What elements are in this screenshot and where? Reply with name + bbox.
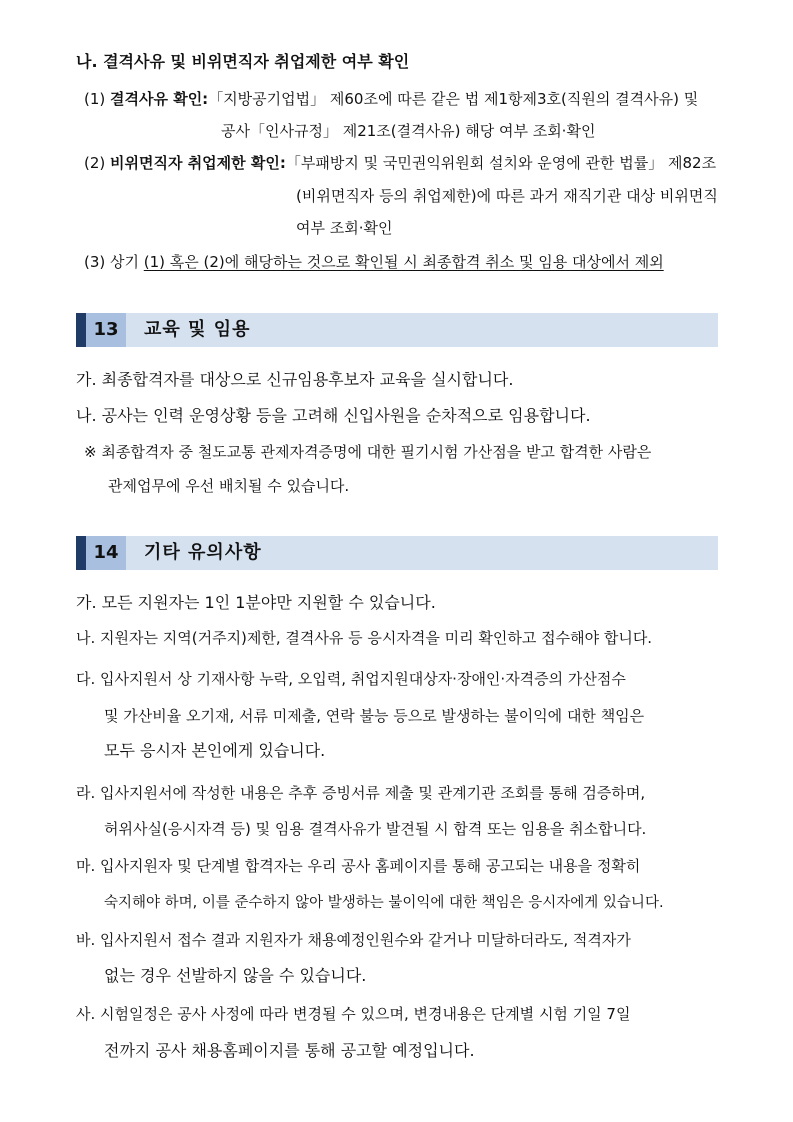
section-13-note: ※ 최종합격자 중 철도교통 관제자격증명에 대한 필기시험 가산점을 받고 합격한 사람은 bbox=[84, 443, 652, 461]
section-13-line-2: 나. 공사는 인력 운영상황 등을 고려해 신입사원을 순차적으로 임용합니다. bbox=[76, 406, 591, 425]
section-14-line-3-cont2: 모두 응시자 본인에게 있습니다. bbox=[104, 741, 326, 760]
section-14-line-7-cont: 전까지 공사 채용홈페이지를 통해 공고할 예정입니다. bbox=[104, 1041, 475, 1060]
section-14-line-2: 나. 지원자는 지역(거주지)제한, 결격사유 등 응시자격을 미리 확인하고 접수해야 합니다. bbox=[76, 629, 653, 647]
subsection-title: 나. 결격사유 및 비위면직자 취업제한 여부 확인 bbox=[76, 52, 410, 71]
item-3-underlined: (1) 혹은 (2)에 해당하는 것으로 확인될 시 최종합격 취소 및 임용 대상에서 제외 bbox=[143, 253, 664, 271]
item-2 bbox=[84, 153, 716, 173]
item-3 bbox=[84, 252, 664, 272]
item-2-text-cont: (비위면직자 등의 취업제한)에 따른 과거 재직기관 대상 비위면직 bbox=[296, 187, 718, 205]
section-13-note-cont: 관제업무에 우선 배치될 수 있습니다. bbox=[108, 477, 350, 495]
section-13-number: 13 bbox=[86, 313, 126, 347]
section-14-line-6-cont: 없는 경우 선발하지 않을 수 있습니다. bbox=[104, 966, 367, 985]
item-1-label: (1) bbox=[84, 90, 111, 108]
section-bar bbox=[76, 536, 86, 570]
section-14-line-7: 사. 시험일정은 공사 사정에 따라 변경될 수 있으며, 변경내용은 단계별 시험 기일 7일 bbox=[76, 1005, 631, 1023]
item-2-bold: 비위면직자 취업제한 확인: bbox=[110, 154, 286, 172]
item-3-prefix: (3) 상기 bbox=[84, 253, 144, 271]
section-14-line-3: 다. 입사지원서 상 기재사항 누락, 오입력, 취업지원대상자·장애인·자격증의 가산점수 bbox=[76, 670, 626, 688]
section-14-line-4-cont: 허위사실(응시자격 등) 및 임용 결격사유가 발견될 시 합격 또는 임용을 취소합니다. bbox=[104, 820, 647, 838]
section-14-line-5-cont: 숙지해야 하며, 이를 준수하지 않아 발생하는 불이익에 대한 책임은 응시자에게 있습니다. bbox=[104, 895, 664, 911]
item-2-label: (2) bbox=[84, 154, 111, 172]
item-1-text-cont: 공사「인사규정」 제21조(결격사유) 해당 여부 조회·확인 bbox=[221, 122, 596, 140]
item-2-text-cont2: 여부 조회·확인 bbox=[296, 219, 393, 237]
section-14-header bbox=[76, 536, 718, 570]
section-14-line-5: 마. 입사지원자 및 단계별 합격자는 우리 공사 홈페이지를 통해 공고되는 내용을 정확히 bbox=[76, 857, 641, 875]
section-14-number: 14 bbox=[86, 536, 126, 570]
section-14-line-3-cont: 및 가산비율 오기재, 서류 미제출, 연락 불능 등으로 발생하는 불이익에 대한 책임은 bbox=[104, 707, 645, 725]
item-2-text: 「부패방지 및 국민권익위원회 설치와 운영에 관한 법률」 제82조 bbox=[285, 154, 717, 172]
section-14-line-4: 라. 입사지원서에 작성한 내용은 추후 증빙서류 제출 및 관계기관 조회를 통해 검증하며, bbox=[76, 784, 646, 802]
section-14-line-1: 가. 모든 지원자는 1인 1분야만 지원할 수 있습니다. bbox=[76, 593, 436, 612]
item-1-text: 「지방공기업법」 제60조에 따른 같은 법 제1항제3호(직원의 결격사유) 및 bbox=[208, 90, 699, 108]
section-bar bbox=[76, 313, 86, 347]
section-13-title: 교육 및 임용 bbox=[144, 319, 251, 340]
item-1-bold: 결격사유 확인: bbox=[110, 90, 209, 108]
section-13-header bbox=[76, 313, 718, 347]
section-14-title: 기타 유의사항 bbox=[144, 542, 262, 563]
item-1 bbox=[84, 89, 698, 109]
section-14-line-6: 바. 입사지원서 접수 결과 지원자가 채용예정인원수와 같거나 미달하더라도, 적격자가 bbox=[76, 931, 631, 949]
section-13-line-1: 가. 최종합격자를 대상으로 신규임용후보자 교육을 실시합니다. bbox=[76, 370, 514, 389]
